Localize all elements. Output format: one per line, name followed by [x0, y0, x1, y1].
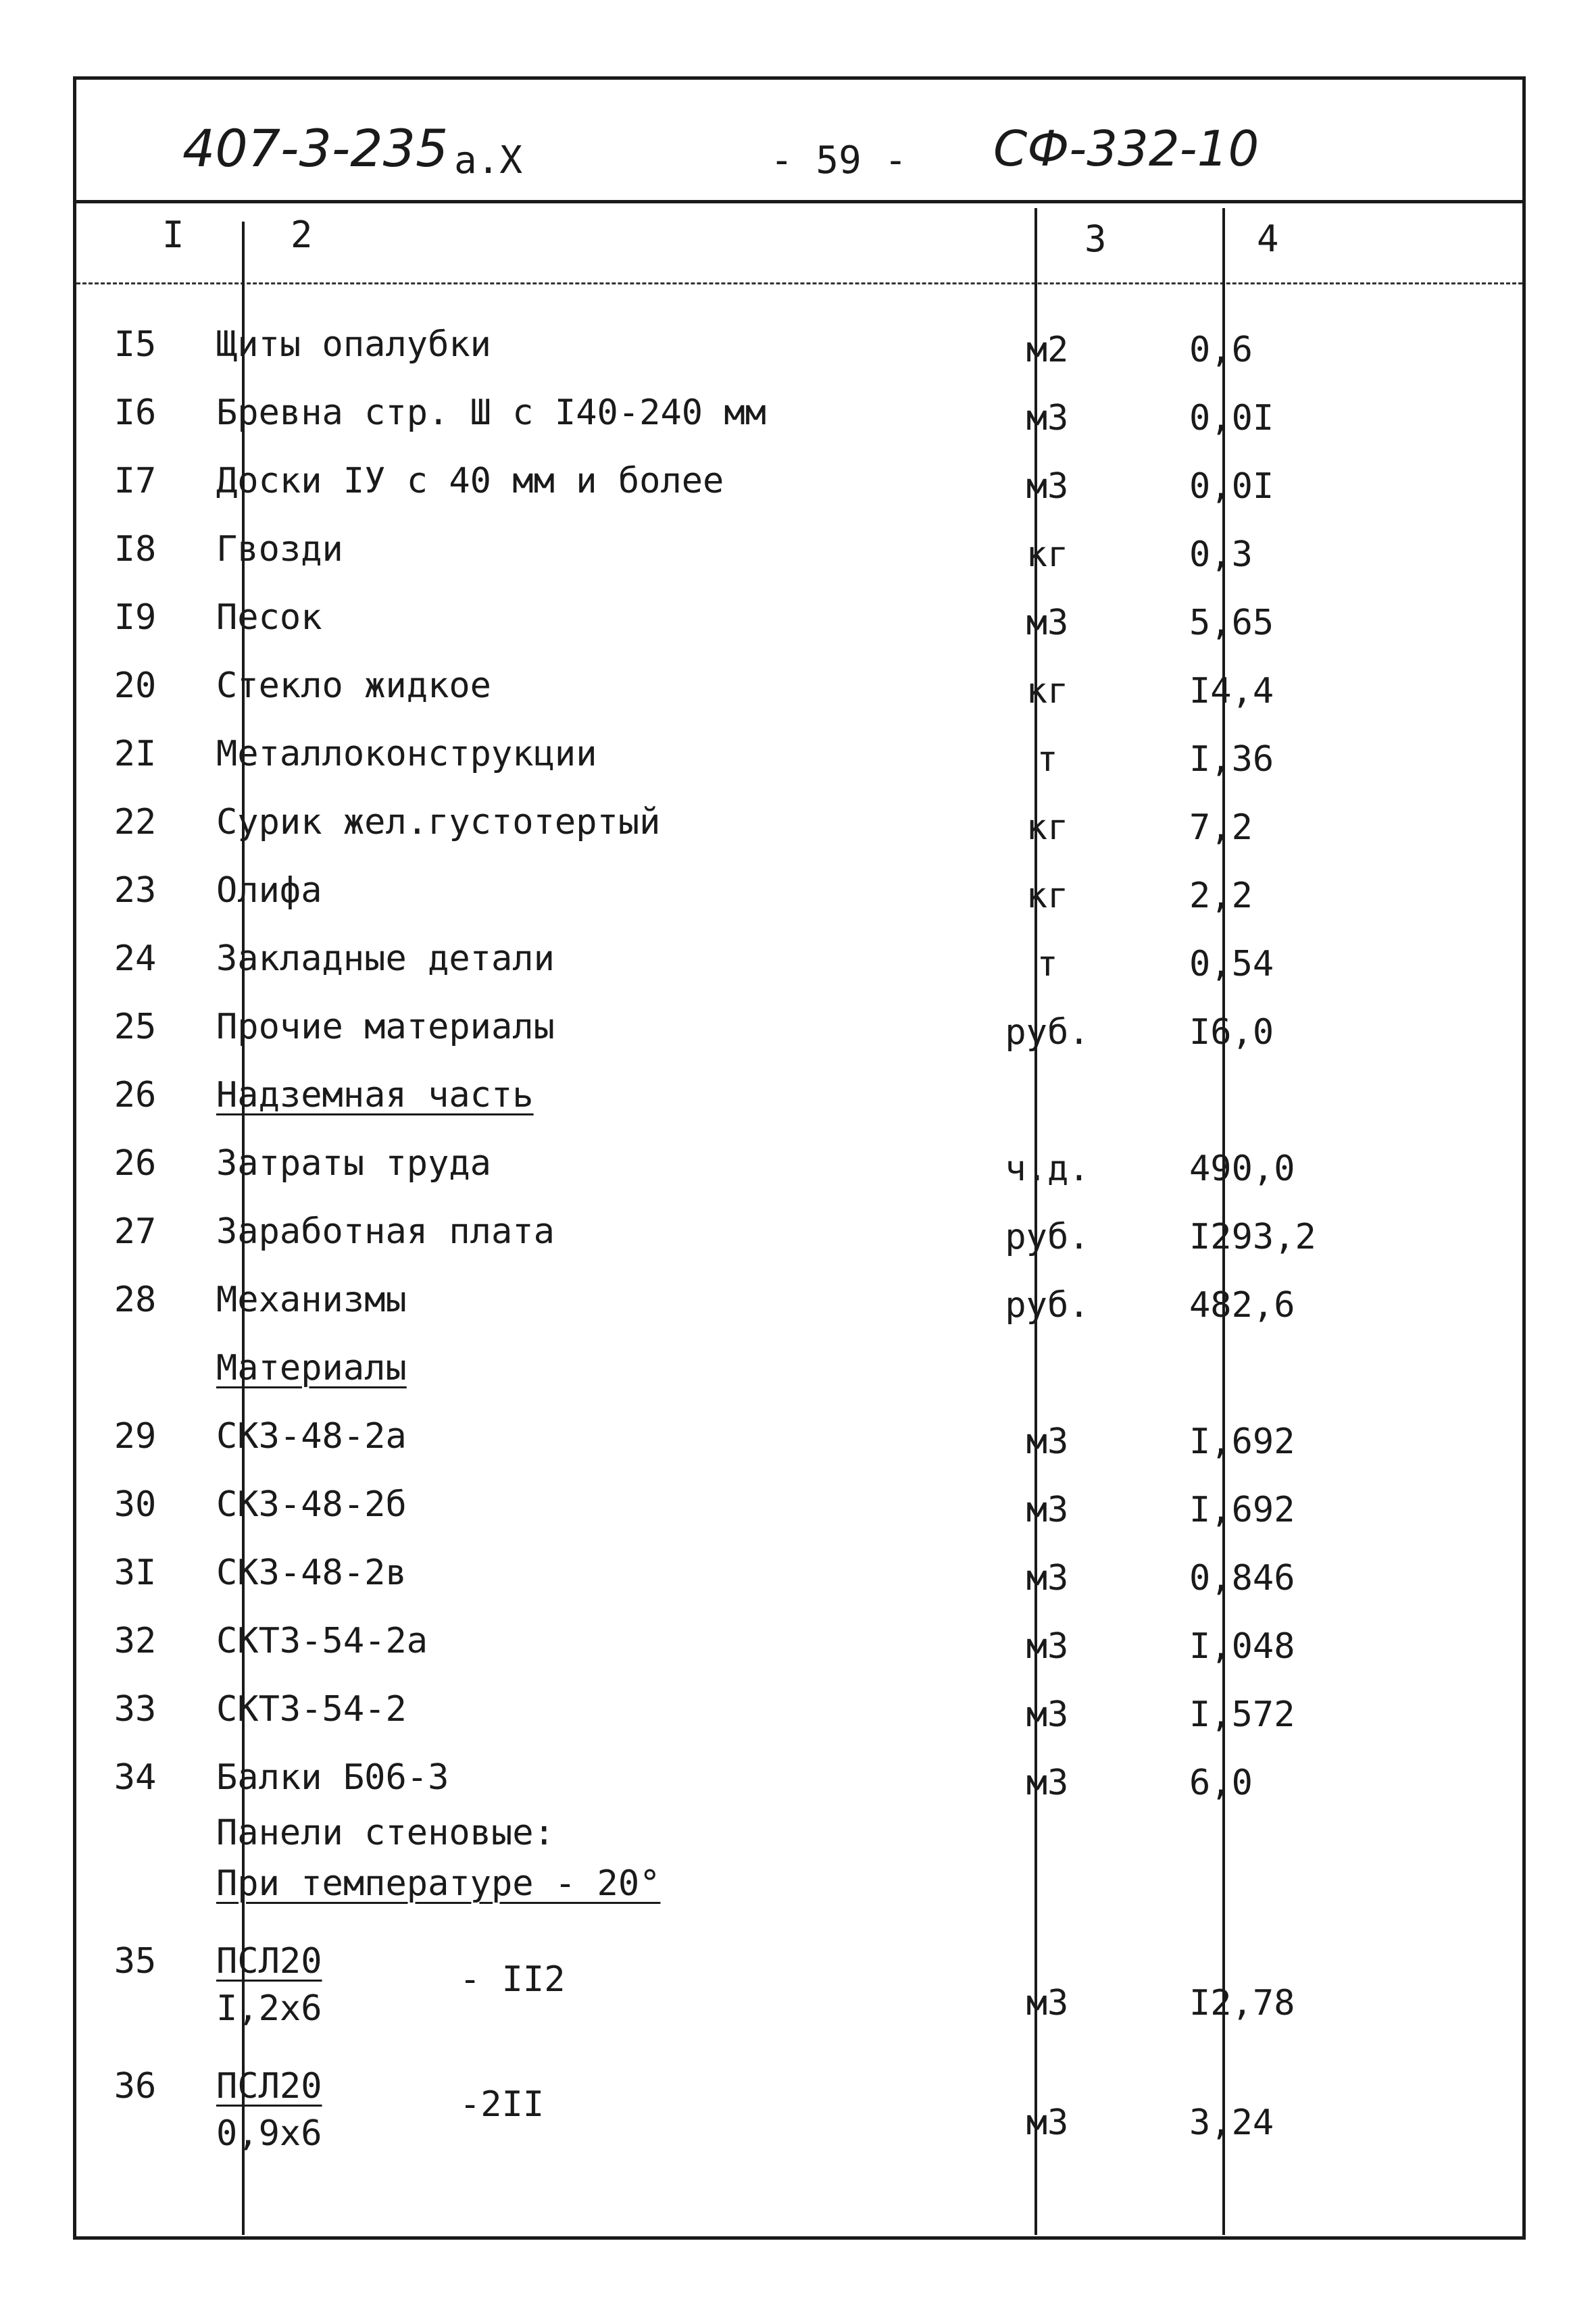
- quantity-cell: I4,4: [1189, 671, 1274, 711]
- quantity-cell: 0,6: [1189, 330, 1253, 370]
- description-cell: Закладные детали: [216, 938, 555, 979]
- unit-cell: кг: [1026, 876, 1069, 916]
- description-cell: Материалы: [216, 1348, 407, 1388]
- row-number: 30: [114, 1484, 157, 1525]
- row-number: I9: [114, 597, 157, 638]
- description-cell: Надземная часть: [216, 1075, 534, 1115]
- row-number: 22: [114, 802, 157, 842]
- column-header-1: I: [162, 213, 184, 256]
- row-number: 26: [114, 1143, 157, 1184]
- quantity-cell: I,692: [1189, 1490, 1295, 1530]
- fraction-denominator: I,2х6: [216, 1988, 322, 2029]
- unit-cell: руб.: [1005, 1217, 1090, 1257]
- row-number: 32: [114, 1621, 157, 1661]
- unit-cell: м3: [1026, 1626, 1069, 1667]
- unit-cell: кг: [1026, 807, 1069, 848]
- album-label: а.Х: [454, 139, 523, 182]
- description-cell: Механизмы: [216, 1280, 407, 1320]
- description-cell: СКТЗ-54-2: [216, 1689, 407, 1730]
- fraction-numerator: ПСЛ20: [216, 1941, 322, 1982]
- row-number: 33: [114, 1689, 157, 1730]
- column-header-4: 4: [1257, 218, 1279, 260]
- description-cell: Щиты опалубки: [216, 324, 491, 365]
- row-number: 20: [114, 665, 157, 706]
- unit-cell: руб.: [1005, 1285, 1090, 1326]
- row-number: 27: [114, 1211, 157, 1252]
- row-number: 3I: [114, 1553, 157, 1593]
- row-number: I7: [114, 461, 157, 501]
- description-cell: Олифа: [216, 870, 322, 911]
- quantity-cell: 0,846: [1189, 1558, 1295, 1599]
- description-cell: Стекло жидкое: [216, 665, 491, 706]
- quantity-cell: I,692: [1189, 1422, 1295, 1462]
- description-cell: СКЗ-48-2б: [216, 1484, 407, 1525]
- quantity-cell: 7,2: [1189, 807, 1253, 848]
- quantity-cell: 5,65: [1189, 603, 1274, 643]
- panel-fraction: [216, 2066, 322, 2154]
- page-number: - 59 -: [770, 139, 907, 182]
- row-number: 36: [114, 2066, 157, 2107]
- column-header-2: 2: [291, 213, 313, 256]
- quantity-cell: I293,2: [1189, 1217, 1316, 1257]
- unit-cell: м2: [1026, 330, 1069, 370]
- unit-cell: м3: [1026, 1558, 1069, 1599]
- unit-cell: кг: [1026, 534, 1069, 575]
- quantity-cell: 2,2: [1189, 876, 1253, 916]
- description-cell: Гвозди: [216, 529, 343, 570]
- description-cell: Песок: [216, 597, 322, 638]
- fraction-numerator: ПСЛ20: [216, 2066, 322, 2107]
- panels-subtitle: [216, 1863, 660, 1904]
- unit-cell: м3: [1026, 1983, 1069, 2023]
- description-cell: Металлоконструкции: [216, 734, 597, 774]
- unit-cell: м3: [1026, 466, 1069, 507]
- description-cell: Заработная плата: [216, 1211, 555, 1252]
- description-cell: СКЗ-48-2а: [216, 1416, 407, 1457]
- description-cell: Бревна стр. Ш с I40-240 мм: [216, 393, 766, 433]
- unit-cell: ч.д.: [1005, 1149, 1090, 1189]
- quantity-cell: 3,24: [1189, 2103, 1274, 2143]
- column-header-divider: [76, 282, 1522, 284]
- row-number: 26: [114, 1075, 157, 1115]
- quantity-cell: I,048: [1189, 1626, 1295, 1667]
- panels-subtitle-text: При температуре - 20°: [216, 1863, 661, 1904]
- column-header-3: 3: [1084, 218, 1107, 260]
- quantity-cell: 0,3: [1189, 534, 1253, 575]
- panel-suffix: -2II: [459, 2084, 545, 2125]
- quantity-cell: I6,0: [1189, 1012, 1274, 1053]
- description-cell: СКЗ-48-2в: [216, 1553, 407, 1593]
- description-cell: СКТЗ-54-2а: [216, 1621, 428, 1661]
- description-cell: Балки Б06-3: [216, 1757, 449, 1798]
- quantity-cell: 0,54: [1189, 944, 1274, 984]
- quantity-cell: 490,0: [1189, 1149, 1295, 1189]
- quantity-cell: I,572: [1189, 1694, 1295, 1735]
- description-cell: Прочие материалы: [216, 1007, 555, 1047]
- row-number: 28: [114, 1280, 157, 1320]
- panel-fraction: [216, 1941, 322, 2029]
- row-number: I6: [114, 393, 157, 433]
- row-number: 2I: [114, 734, 157, 774]
- unit-cell: т: [1037, 944, 1058, 984]
- document-code: СФ-332-10: [993, 120, 1260, 177]
- panel-suffix: - II2: [459, 1959, 566, 2000]
- row-number: I8: [114, 529, 157, 570]
- row-number: 34: [114, 1757, 157, 1798]
- unit-cell: м3: [1026, 1422, 1069, 1462]
- row-number: 23: [114, 870, 157, 911]
- quantity-cell: 0,0I: [1189, 466, 1274, 507]
- fraction-denominator: 0,9х6: [216, 2113, 322, 2154]
- panels-title: Панели стеновые:: [216, 1813, 555, 1853]
- row-number: 35: [114, 1941, 157, 1982]
- project-code: 407-3-235: [182, 118, 449, 178]
- unit-cell: м3: [1026, 2103, 1069, 2143]
- unit-cell: м3: [1026, 603, 1069, 643]
- quantity-cell: I2,78: [1189, 1983, 1295, 2023]
- row-number: 24: [114, 938, 157, 979]
- unit-cell: м3: [1026, 1694, 1069, 1735]
- unit-cell: руб.: [1005, 1012, 1090, 1053]
- unit-cell: т: [1037, 739, 1058, 780]
- unit-cell: кг: [1026, 671, 1069, 711]
- description-cell: Затраты труда: [216, 1143, 491, 1184]
- quantity-cell: 6,0: [1189, 1763, 1253, 1803]
- row-number: 25: [114, 1007, 157, 1047]
- quantity-cell: I,36: [1189, 739, 1274, 780]
- row-number: I5: [114, 324, 157, 365]
- quantity-cell: 482,6: [1189, 1285, 1295, 1326]
- description-cell: Сурик жел.густотертый: [216, 802, 661, 842]
- unit-cell: м3: [1026, 1490, 1069, 1530]
- unit-cell: м3: [1026, 1763, 1069, 1803]
- row-number: 29: [114, 1416, 157, 1457]
- description-cell: Доски IУ с 40 мм и более: [216, 461, 724, 501]
- unit-cell: м3: [1026, 398, 1069, 438]
- header-divider: [76, 200, 1522, 203]
- quantity-cell: 0,0I: [1189, 398, 1274, 438]
